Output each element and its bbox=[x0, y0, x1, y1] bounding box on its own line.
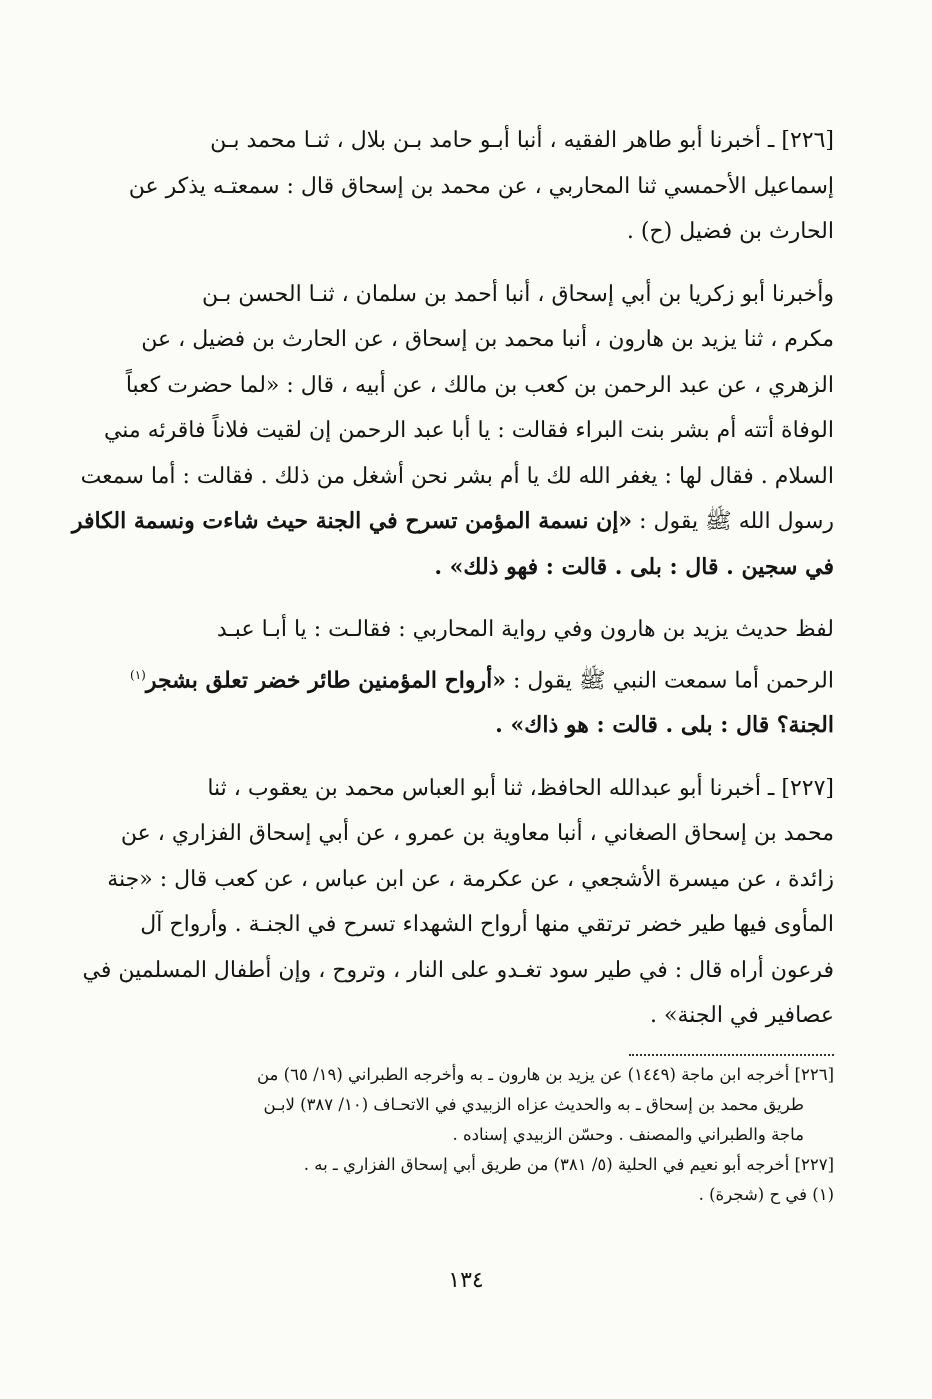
footnote-227 bbox=[86, 1150, 834, 1180]
text-line: لفظ حديث يزيد بن هارون وفي رواية المحاربي : فقالـت : يا أبـا عبـد bbox=[216, 617, 834, 642]
text-line: زائدة ، عن ميسرة الأشجعي ، عن عكرمة ، عن ابن عباس ، عن كعب قال : «جنة bbox=[107, 866, 834, 892]
footnote-line: (١) في ح (شجرة) . bbox=[698, 1185, 834, 1204]
page-number: ١٣٤ bbox=[448, 1268, 484, 1293]
hadith-quote-line: الجنة؟ قال : بلى . قالت : هو ذاك» . bbox=[495, 712, 834, 739]
text-line: عصافير في الجنة» . bbox=[650, 1003, 834, 1029]
text-plain: الرحمن أما سمعت النبي ﷺ يقول : bbox=[506, 667, 834, 693]
text-line bbox=[71, 499, 834, 545]
main-text bbox=[71, 118, 834, 1039]
paragraph-227 bbox=[82, 766, 834, 1039]
text-line: فرعون أراه قال : في طير سود تغـدو على النار ، وتروح ، وإن أطفال المسلمين في bbox=[82, 957, 834, 983]
paragraph-second-chain bbox=[71, 272, 834, 591]
text-plain: رسول الله ﷺ يقول : bbox=[632, 509, 834, 534]
text-line: إسماعيل الأحمسي ثنا المحاربي ، عن محمد بن إسحاق قال : سمعتـه يذكر عن bbox=[128, 173, 834, 199]
footnote-separator bbox=[629, 1054, 834, 1056]
hadith-quote-line: في سجين . قال : بلى . قالت : فهو ذلك» . bbox=[434, 553, 834, 580]
text-line: وأخبرنا أبو زكريا بن أبي إسحاق ، أنبا أحمد بن سلمان ، ثنـا الحسن بـن bbox=[201, 281, 834, 307]
text-line: [٢٢٦] ـ أخبرنا أبو طاهر الفقيه ، أنبا أبـو حامد بـن بلال ، ثنـا محمد بـن bbox=[210, 128, 834, 153]
text-line: المأوى فيها طير خضر ترتقي منها أرواح الشهداء تسرح في الجنـة . وأرواح آل bbox=[140, 912, 834, 938]
paragraph-226 bbox=[86, 118, 834, 255]
footnote-marker: (١) bbox=[130, 667, 146, 682]
text-line: السلام . فقال لها : يغفر الله لك يا أم بشر نحن أشغل من ذلك . فقالت : أما سمعت bbox=[80, 463, 834, 489]
hadith-quote: «أرواح المؤمنين طائر خضر تعلق بشجر bbox=[145, 666, 507, 693]
text-line: مكرم ، ثنا يزيد بن هارون ، أنبا محمد بن إسحاق ، عن الحارث بن فضيل ، عن bbox=[141, 327, 834, 352]
footnote-1 bbox=[86, 1180, 834, 1210]
hadith-quote: «إن نسمة المؤمن تسرح في الجنة حيث شاءت ونسمة الكافر bbox=[71, 508, 633, 534]
paragraph-narration-variant bbox=[86, 607, 834, 749]
footnote-line: ماجة والطبراني والمصنف . وحسّن الزبيدي إسناده . bbox=[452, 1125, 804, 1144]
footnote-226 bbox=[86, 1060, 834, 1150]
text-line: الوفاة أتته أم بشر بنت البراء فقالت : يا أبا عبد الرحمن إن لقيت فلاناً فاقرئه مني bbox=[103, 418, 834, 443]
text-line: [٢٢٧] ـ أخبرنا أبو عبدالله الحافظ، ثنا أبو العباس محمد بن يعقوب ، ثنا bbox=[207, 775, 834, 801]
text-line: الزهري ، عن عبد الرحمن بن كعب بن مالك ، عن أبيه ، قال : «لما حضرت كعباً bbox=[125, 372, 834, 398]
footnote-line: [٢٢٦] أخرجه ابن ماجة (١٤٤٩) عن يزيد بن هارون ـ به وأخرجه الطبراني (١٩/ ٦٥) من bbox=[257, 1065, 834, 1084]
text-line bbox=[86, 653, 834, 704]
text-line: الحارث بن فضيل (ح) . bbox=[626, 219, 834, 244]
footnote-line: [٢٢٧] أخرجه أبو نعيم في الحلية (٥/ ٣٨١) من طريق أبي إسحاق الفزاري ـ به . bbox=[303, 1155, 834, 1174]
footnotes bbox=[86, 1060, 834, 1210]
footnote-line: طريق محمد بن إسحاق ـ به والحديث عزاه الزبيدي في الاتحـاف (١٠/ ٣٨٧) لابـن bbox=[263, 1095, 804, 1114]
text-line: محمد بن إسحاق الصغاني ، أنبا معاوية بن عمرو ، عن أبي إسحاق الفزاري ، عن bbox=[120, 821, 834, 847]
